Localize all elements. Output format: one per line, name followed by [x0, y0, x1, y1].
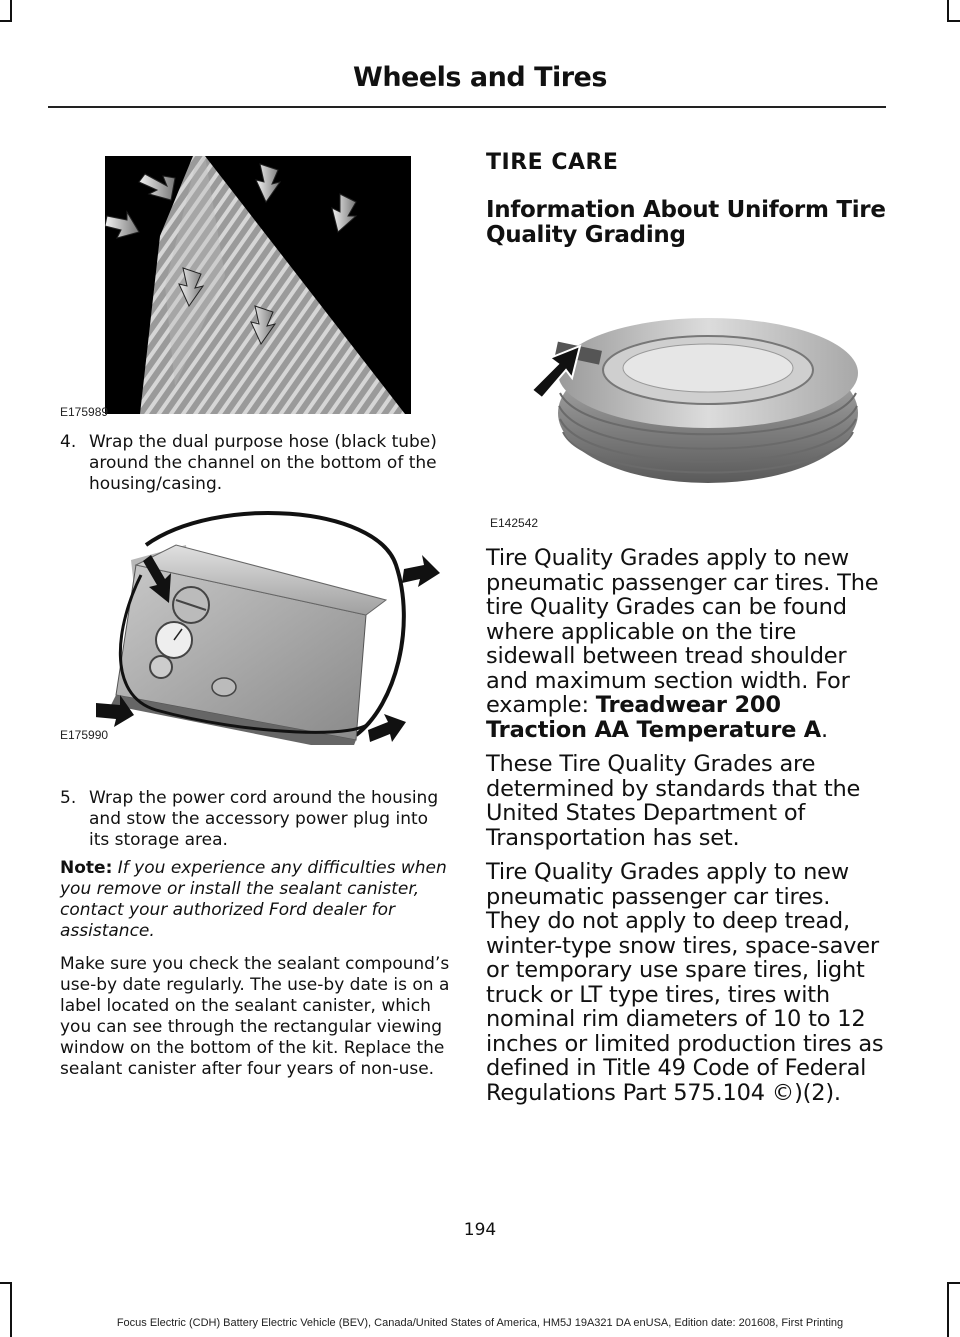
figure-id-label: E175989	[60, 405, 109, 419]
footer-text: Focus Electric (CDH) Battery Electric Vehicle (BEV), Canada/United States of America, HM5J 19A321 DA enUSA, Edition date: 201608, First Printing	[116, 1317, 844, 1329]
tire-grades-paragraph-3: Tire Quality Grades apply to new pneumatic passenger car tires. They do not apply to deep tread, winter-type snow tires, space-saver or temporary use spare tires, light truck or LT type tires, tires with nominal rim diameters of 10 to 12 inches or limited production tires as defined in Title 49 Code of Federal Regulations Part 575.104 ©)(2).	[486, 859, 884, 1106]
crop-mark	[947, 20, 960, 22]
tire-grades-paragraph-1	[486, 546, 886, 742]
page-title: Wheels and Tires	[353, 62, 607, 93]
tire-illustration	[528, 298, 860, 484]
sealant-paragraph: Make sure you check the sealant compound’s use-by date regularly. The use-by date is on a label located on the sealant canister, which you can see through the rectangular viewing window on the bottom of the kit. Replace the sealant canister after four years of non-use.	[60, 954, 450, 1079]
crop-mark	[947, 0, 949, 22]
tire-grades-paragraph-2: These Tire Quality Grades are determined by standards that the United States Department of Transportation has set.	[486, 751, 861, 851]
figure-id-label: E175990	[60, 728, 109, 742]
step-4	[60, 432, 450, 495]
crop-mark	[0, 20, 12, 22]
subheading: Information About Uniform Tire Quality Grading	[486, 197, 886, 248]
paragraph-text: Tire Quality Grades apply to new pneumatic passenger car tires. The tire Quality Grades can be found where applicable on the tire sidewall between tread shoulder and maximum section width. For example:	[486, 545, 879, 718]
step-5	[60, 788, 450, 851]
paragraph-end: .	[821, 716, 828, 743]
crop-mark	[0, 1282, 12, 1284]
note-text: If you experience any difficulties when you remove or install the sealant canister, contact your authorized Ford dealer for assistance.	[60, 858, 447, 941]
crop-mark	[10, 0, 12, 22]
grade-example: Treadwear 200 Traction AA Temperature A	[486, 692, 822, 743]
crop-mark	[947, 1282, 960, 1284]
step-number: 5.	[60, 788, 77, 808]
page-number: 194	[463, 1220, 497, 1240]
note-label: Note:	[60, 858, 113, 878]
figure-id-label: E142542	[490, 516, 539, 530]
section-heading: TIRE CARE	[486, 150, 619, 175]
step-text: Wrap the power cord around the housing and stow the accessory power plug into its storage area.	[89, 788, 439, 850]
step-number: 4.	[60, 432, 77, 452]
note-paragraph	[60, 858, 450, 942]
header-divider	[48, 106, 886, 108]
step-text: Wrap the dual purpose hose (black tube) around the channel on the bottom of the housing/casing.	[89, 432, 437, 494]
compressor-kit-illustration	[96, 505, 446, 745]
sealant-canister-illustration	[105, 156, 411, 414]
